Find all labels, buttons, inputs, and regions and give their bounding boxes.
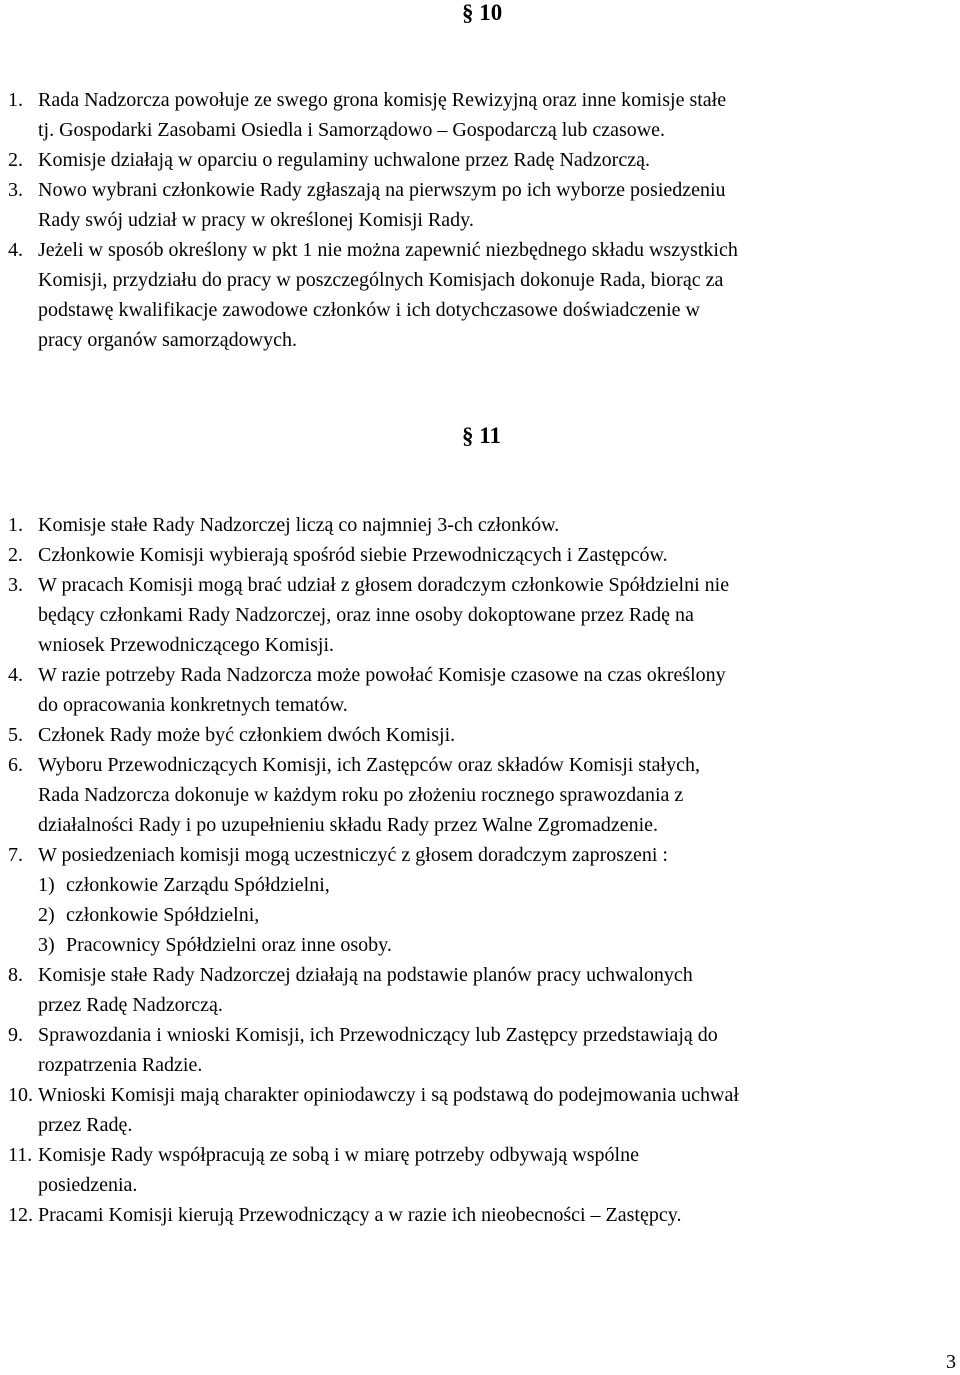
sub-list-item [38, 900, 960, 930]
list-item-text-line: przez Radę Nadzorczą. [38, 994, 223, 1016]
list-item-text-line: Nowo wybrani członkowie Rady zgłaszają na pierwszym po ich wyborze posiedzeniu [38, 179, 726, 201]
list-item-text-line: Komisje Rady współpracują ze sobą i w miarę potrzeby odbywają wspólne [38, 1144, 639, 1166]
list-item [0, 660, 960, 720]
list-item-text-line: posiedzenia. [38, 1174, 138, 1196]
list-item-number: 6. [8, 754, 23, 776]
list-item-text-line: W razie potrzeby Rada Nadzorcza może powołać Komisje czasowe na czas określony [38, 664, 726, 686]
list-item-text-line: będący członkami Rady Nadzorczej, oraz inne osoby dokoptowane przez Radę na [38, 604, 694, 626]
list-item [0, 720, 960, 750]
list-item-number: 10. [8, 1084, 33, 1106]
section-list [0, 85, 960, 355]
sub-list-item-number: 3) [38, 934, 55, 956]
list-item [0, 235, 960, 355]
list-item-text-line: W pracach Komisji mogą brać udział z głosem doradczym członkowie Spółdzielni nie [38, 574, 730, 596]
list-item-number: 7. [8, 844, 23, 866]
list-item-text-line: podstawę kwalifikacje zawodowe członków i ich dotychczasowe doświadczenie w [38, 299, 700, 321]
list-item-text-line: Jeżeli w sposób określony w pkt 1 nie można zapewnić niezbędnego składu wszystkich [38, 239, 738, 261]
section-heading: § 11 [462, 423, 501, 448]
list-item-text-line: Wyboru Przewodniczących Komisji, ich Zastępców oraz składów Komisji stałych, [38, 754, 700, 776]
list-item-text-line: Członek Rady może być członkiem dwóch Komisji. [38, 724, 456, 746]
page-number: 3 [946, 1351, 956, 1373]
list-item-text-line: Rady swój udział w pracy w określonej Komisji Rady. [38, 209, 474, 231]
list-item [0, 1140, 960, 1200]
list-item [0, 175, 960, 235]
list-item-number: 1. [8, 514, 23, 536]
section-heading: § 10 [462, 0, 503, 25]
list-item [0, 85, 960, 145]
section-list [0, 510, 960, 1230]
list-item-text-line: Członkowie Komisji wybierają spośród siebie Przewodniczących i Zastępców. [38, 544, 668, 566]
list-item-text-line: Komisje stałe Rady Nadzorczej działają na podstawie planów pracy uchwalonych [38, 964, 693, 986]
list-item [0, 570, 960, 660]
list-item-number: 4. [8, 664, 23, 686]
sub-list-item-number: 1) [38, 874, 55, 896]
list-item-number: 2. [8, 544, 23, 566]
list-item-text-line: Rada Nadzorcza powołuje ze swego grona komisję Rewizyjną oraz inne komisje stałe [38, 89, 727, 111]
sub-list-item-text: Pracownicy Spółdzielni oraz inne osoby. [66, 934, 392, 956]
list-item [0, 960, 960, 1020]
list-item-number: 3. [8, 574, 23, 596]
list-item-text-line: przez Radę. [38, 1114, 133, 1136]
list-item-number: 5. [8, 724, 23, 746]
list-item-text-line: Rada Nadzorcza dokonuje w każdym roku po złożeniu rocznego sprawozdania z [38, 784, 684, 806]
list-item-text-line: Pracami Komisji kierują Przewodniczący a w razie ich nieobecności – Zastępcy. [38, 1204, 682, 1226]
list-item-text-line: Sprawozdania i wnioski Komisji, ich Przewodniczący lub Zastępcy przedstawiają do [38, 1024, 718, 1046]
list-item [0, 145, 960, 175]
list-item-number: 4. [8, 239, 23, 261]
list-item-number: 8. [8, 964, 23, 986]
list-item-text-line: Komisje działają w oparciu o regulaminy uchwalone przez Radę Nadzorczą. [38, 149, 650, 171]
list-item-number: 9. [8, 1024, 23, 1046]
list-item-number: 11. [8, 1144, 33, 1166]
list-item-text-line: wniosek Przewodniczącego Komisji. [38, 634, 335, 656]
list-item [0, 510, 960, 540]
list-item [0, 540, 960, 570]
sub-list-item-text: członkowie Zarządu Spółdzielni, [66, 874, 330, 896]
list-item-text-line: do opracowania konkretnych tematów. [38, 694, 348, 716]
list-item-number: 3. [8, 179, 23, 201]
sub-list-item-text: członkowie Spółdzielni, [66, 904, 260, 926]
list-item-text-line: pracy organów samorządowych. [38, 329, 297, 351]
list-item-number: 2. [8, 149, 23, 171]
list-item [0, 750, 960, 840]
sub-list-item [38, 930, 960, 960]
list-item-number: 1. [8, 89, 23, 111]
list-item [0, 1200, 960, 1230]
list-item [0, 1080, 960, 1140]
list-item-text-line: W posiedzeniach komisji mogą uczestniczyć z głosem doradczym zaproszeni : [38, 844, 668, 866]
list-item-text-line: działalności Rady i po uzupełnieniu składu Rady przez Walne Zgromadzenie. [38, 814, 659, 836]
sub-list-item [38, 870, 960, 900]
list-item-text-line: tj. Gospodarki Zasobami Osiedla i Samorządowo – Gospodarczą lub czasowe. [38, 119, 666, 141]
list-item [0, 840, 960, 960]
list-item [0, 1020, 960, 1080]
list-item-text-line: Komisji, przydziału do pracy w poszczególnych Komisjach dokonuje Rada, biorąc za [38, 269, 724, 291]
list-item-text-line: rozpatrzenia Radzie. [38, 1054, 203, 1076]
list-item-text-line: Komisje stałe Rady Nadzorczej liczą co najmniej 3-ch członków. [38, 514, 560, 536]
sub-list-item-number: 2) [38, 904, 55, 926]
list-item-text-line: Wnioski Komisji mają charakter opiniodawczy i są podstawą do podejmowania uchwał [38, 1084, 739, 1106]
list-item-number: 12. [8, 1204, 33, 1226]
